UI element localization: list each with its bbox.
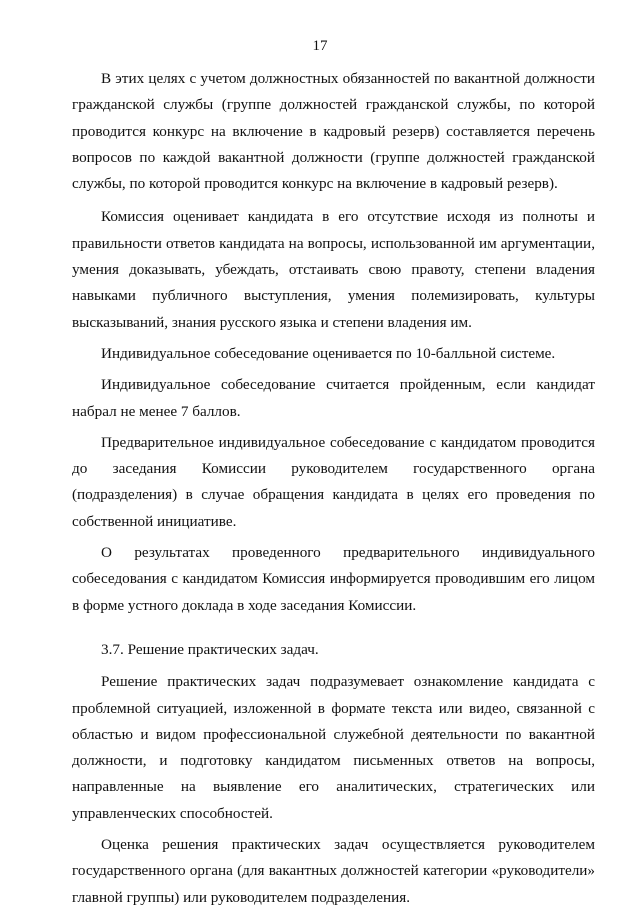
paragraph-scoring-system: Индивидуальное собеседование оценивается по 10-балльной системе. xyxy=(101,344,556,362)
section-heading: 3.7. Решение практических задач. xyxy=(101,640,319,658)
paragraph-passing-score: Индивидуальное собеседование считается пройденным, если кандидат набрал не менее 7 баллов. xyxy=(72,376,595,420)
document-body xyxy=(72,66,595,911)
paragraph-commission-evaluation: Комиссия оценивает кандидата в его отсутствие исходя из полноты и правильности ответов кандидата на вопросы, использованной им аргументации, умения доказывать, убеждать, отстаивать свою правоту, степени владения навыками публичного выступления, умения полемизировать, культуры высказываний, знания русского языка и степени владения им. xyxy=(72,208,595,331)
paragraph-interview-results: О результатах проведенного предварительного индивидуального собеседования с кандидатом Комиссия информируется проводившим его лицом в форме устного доклада в ходе заседания Комиссии. xyxy=(72,544,595,614)
paragraph-preliminary-interview: Предварительное индивидуальное собеседование с кандидатом проводится до заседания Комиссии руководителем государственного органа (подразделения) в случае обращения кандидата в целях его проведения по собственной инициативе. xyxy=(72,433,595,530)
page-number: 17 xyxy=(312,38,328,54)
paragraph-question-list: В этих целях с учетом должностных обязанностей по вакантной должности гражданской службы (группе должностей гражданской службы, по которой проводится конкурс на включение в кадровый резерв) составляется перечень вопросов по каждой вакантной должности (группе должностей гражданской службы, по которой проводится конкурс на включение в кадровый резерв). xyxy=(72,70,595,193)
paragraph-practical-tasks: Решение практических задач подразумевает ознакомление кандидата с проблемной ситуацией, изложенной в формате текста или видео, связанной с областью и видом профессиональной служебной деятельности по вакантной должности, и подготовку кандидатом письменных ответов на вопросы, направленные на выявление его аналитических, стратегических или управленческих способностей. xyxy=(72,673,595,822)
paragraph-task-evaluation: Оценка решения практических задач осуществляется руководителем государственного органа (для вакантных должностей категории «руководители» главной группы) или руководителем подразделения. xyxy=(72,836,595,906)
